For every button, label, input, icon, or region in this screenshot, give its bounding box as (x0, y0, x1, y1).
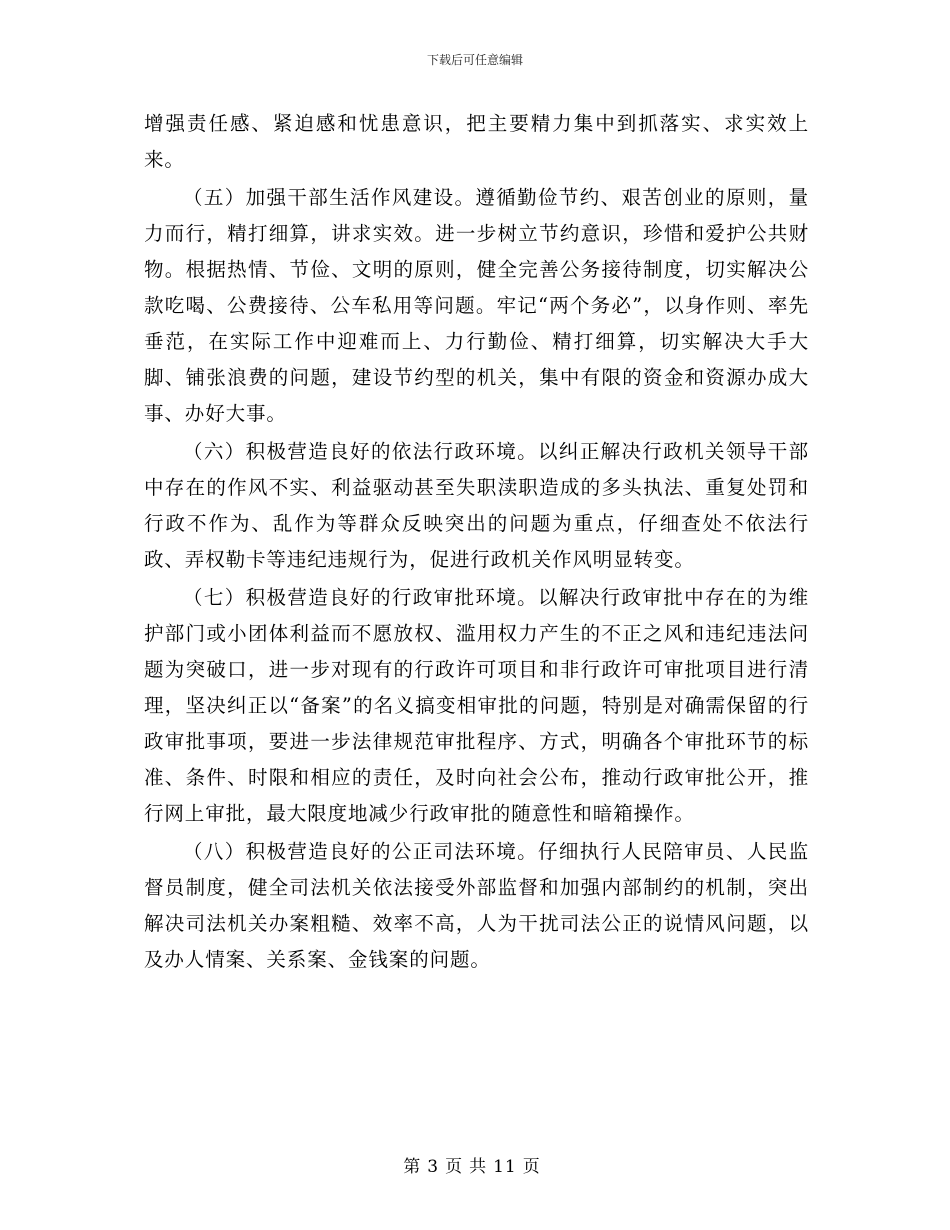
page-footer (0, 1156, 950, 1178)
paragraph-section-8: （八）积极营造良好的公正司法环境。仔细执行人民陪审员、人民监督员制度，健全司法机关依法接受外部监督和加强内部制约的机制，突出解决司法机关办案粗糙、效率不高，人为干扰司法公正的说情风问题，以及办人情案、关系案、金钱案的问题。 (144, 840, 809, 971)
paragraph-section-5: （五）加强干部生活作风建设。遵循勤俭节约、艰苦创业的原则，量力而行，精打细算，讲求实效。进一步树立节约意识，珍惜和爱护公共财物。根据热情、节俭、文明的原则，健全完善公务接待制度，切实解决公款吃喝、公费接待、公车私用等问题。牢记“两个务必”，以身作则、率先垂范，在实际工作中迎难而上、力行勤俭、精打细算，切实解决大手大脚、铺张浪费的问题，建设节约型的机关，集中有限的资金和资源办成大事、办好大事。 (144, 186, 809, 425)
total-label: 共 (469, 1157, 488, 1177)
page-unit: 页 (445, 1157, 464, 1177)
paragraph-section-6: （六）积极营造良好的依法行政环境。以纠正解决行政机关领导干部中存在的作风不实、利益驱动甚至失职渎职造成的多头执法、重复处罚和行政不作为、乱作为等群众反映突出的问题为重点，仔细查处不依法行政、弄权勒卡等违纪违规行为，促进行政机关作风明显转变。 (144, 440, 809, 571)
paragraph-section-7: （七）积极营造良好的行政审批环境。以解决行政审批中存在的为维护部门或小团体利益而不愿放权、滥用权力产生的不正之风和违纪违法问题为突破口，进一步对现有的行政许可项目和非行政许可审批项目进行清理，坚决纠正以“备案”的名义搞变相审批的问题，特别是对确需保留的行政审批事项，要进一步法律规范审批程序、方式，明确各个审批环节的标准、条件、时限和相应的责任，及时向社会公布，推动行政审批公开，推行网上审批，最大限度地减少行政审批的随意性和暗箱操作。 (144, 586, 809, 825)
total-unit: 页 (522, 1157, 541, 1177)
document-body (144, 106, 809, 978)
page-number: 3 (427, 1157, 440, 1177)
paragraph-continuation: 增强责任感、紧迫感和忧患意识，把主要精力集中到抓落实、求实效上来。 (144, 112, 809, 171)
page-label: 第 (403, 1157, 422, 1177)
total-pages: 11 (493, 1157, 517, 1177)
page-header: 下载后可任意编辑 (426, 53, 523, 67)
